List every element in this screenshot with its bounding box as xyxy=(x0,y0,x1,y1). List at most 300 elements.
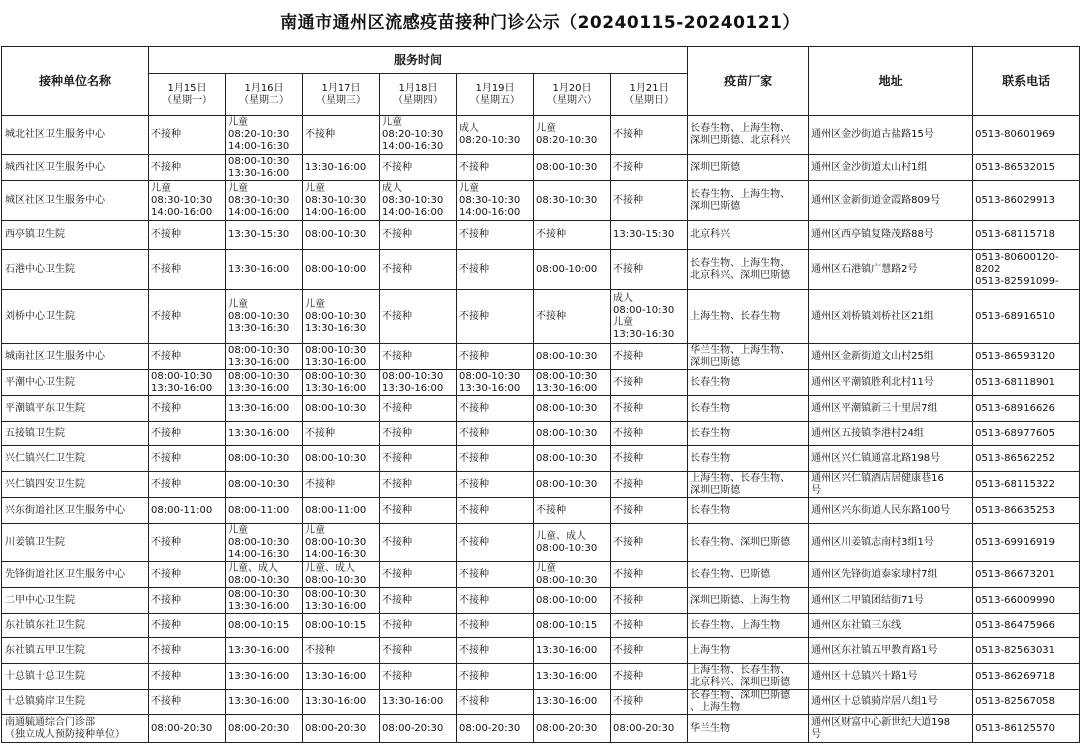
phone-cell xyxy=(973,562,1080,588)
schedule-cell xyxy=(611,446,688,472)
schedule-line: 13:30-16:00 xyxy=(228,263,290,275)
schedule-cell xyxy=(380,181,457,221)
address-line: 通州区西亭镇复隆茂路88号 xyxy=(811,229,934,240)
schedule-line: 08:00-20:30 xyxy=(613,722,675,734)
table-row xyxy=(2,562,1080,588)
schedule-line: 不接种 xyxy=(305,427,335,439)
schedule-cell xyxy=(149,588,226,614)
schedule-line: 08:00-10:30 xyxy=(305,370,367,382)
schedule-line: 08:20-10:30 xyxy=(459,135,521,146)
phone-cell xyxy=(973,290,1080,344)
address-cell xyxy=(809,116,973,155)
schedule-line: 14:00-16:00 xyxy=(382,206,444,218)
phone-cell xyxy=(973,396,1080,422)
schedule-line: 儿童 xyxy=(613,316,633,328)
schedule-line: 不接种 xyxy=(382,568,412,580)
header-day-date: 1月21日 xyxy=(629,82,669,94)
schedule-cell xyxy=(303,498,380,524)
unit-name-text: 西亭镇卫生院 xyxy=(5,229,65,240)
address-line: 通州区平潮镇新三十里居7组 xyxy=(811,402,938,414)
schedule-line: 不接种 xyxy=(613,350,643,362)
schedule-line: 不接种 xyxy=(613,478,643,490)
vendor-cell xyxy=(688,690,809,715)
address-cell xyxy=(809,155,973,181)
schedule-cell xyxy=(149,221,226,250)
address-line: 通州区金新街道文山村25组 xyxy=(811,350,934,362)
schedule-cell xyxy=(303,614,380,638)
header-day xyxy=(380,74,457,116)
address-line: 通州区东社镇三东线 xyxy=(811,619,902,631)
schedule-line: 不接种 xyxy=(459,452,489,464)
unit-name xyxy=(2,472,149,498)
vendor-line: 长春生物、深圳巴斯德 xyxy=(690,690,791,701)
schedule-line: 08:00-10:30 xyxy=(228,536,290,548)
unit-name xyxy=(2,396,149,422)
schedule-line: 08:00-10:30 xyxy=(536,161,598,173)
schedule-cell xyxy=(303,472,380,498)
vendor-line: 上海生物、长春生物、 xyxy=(690,664,791,676)
schedule-line: 13:30-16:00 xyxy=(305,382,367,394)
schedule-cell xyxy=(611,422,688,446)
phone-cell xyxy=(973,638,1080,664)
schedule-cell xyxy=(380,562,457,588)
schedule-cell xyxy=(149,396,226,422)
phone-cell xyxy=(973,614,1080,638)
schedule-cell xyxy=(611,562,688,588)
schedule-cell xyxy=(457,638,534,664)
schedule-line: 08:00-10:30 xyxy=(305,402,367,414)
vendor-line: 长春生物、上海生物 xyxy=(690,619,781,631)
address-line: 通州区金新街道金霞路809号 xyxy=(811,194,941,206)
schedule-line: 成人 xyxy=(459,123,479,134)
schedule-cell xyxy=(534,472,611,498)
table-row xyxy=(2,116,1080,155)
header-day-weekday: （星期三） xyxy=(316,94,366,106)
schedule-cell xyxy=(303,422,380,446)
schedule-line: 08:00-10:00 xyxy=(536,263,598,275)
schedule-line: 08:00-10:00 xyxy=(305,263,367,275)
schedule-line: 08:00-10:30 xyxy=(536,370,598,382)
schedule-cell xyxy=(226,588,303,614)
vendor-line: 长春生物、上海生物、 xyxy=(690,257,791,269)
schedule-cell xyxy=(457,221,534,250)
schedule-cell xyxy=(457,396,534,422)
schedule-cell xyxy=(303,116,380,155)
schedule-cell xyxy=(380,588,457,614)
schedule-cell xyxy=(534,715,611,743)
vendor-line: 华兰生物 xyxy=(690,722,731,734)
phone-line: 0513-86475966 xyxy=(975,619,1056,631)
unit-name-text: 东社镇东社卫生院 xyxy=(5,619,85,631)
schedule-line: 08:00-20:30 xyxy=(151,722,213,734)
vendor-cell xyxy=(688,181,809,221)
schedule-cell xyxy=(149,116,226,155)
schedule-line: 14:00-16:30 xyxy=(382,141,444,152)
schedule-cell xyxy=(226,396,303,422)
schedule-line: 08:00-11:00 xyxy=(151,504,213,516)
schedule-line: 13:30-16:00 xyxy=(305,356,367,368)
address-cell xyxy=(809,562,973,588)
schedule-line: 13:30-16:00 xyxy=(305,161,367,173)
schedule-line: 13:30-16:00 xyxy=(228,600,290,612)
schedule-line: 不接种 xyxy=(151,644,181,656)
address-line: 通州区五接镇李港村24组 xyxy=(811,427,924,439)
schedule-line: 08:00-10:30 xyxy=(536,452,598,464)
phone-cell xyxy=(973,498,1080,524)
schedule-line: 08:20-10:30 xyxy=(536,135,598,146)
unit-name xyxy=(2,250,149,290)
phone-line: 0513-86673201 xyxy=(975,568,1056,580)
schedule-line: 儿童、成人 xyxy=(228,562,278,574)
schedule-cell xyxy=(534,344,611,370)
schedule-cell xyxy=(380,370,457,396)
schedule-line: 08:00-10:30 xyxy=(536,574,598,586)
schedule-line: 08:00-10:30 xyxy=(228,452,290,464)
schedule-line: 儿童 xyxy=(305,524,325,536)
phone-line: 0513-86269718 xyxy=(975,670,1056,682)
schedule-line: 不接种 xyxy=(613,427,643,439)
schedule-line: 不接种 xyxy=(459,350,489,362)
schedule-cell xyxy=(534,250,611,290)
address-line: 通州区川姜镇志南村3组1号 xyxy=(811,536,934,548)
table-row xyxy=(2,221,1080,250)
vendor-cell xyxy=(688,472,809,498)
vendor-line: 长春生物 xyxy=(690,504,731,516)
unit-name-text: 城北社区卫生服务中心 xyxy=(5,129,105,140)
schedule-line: 13:30-16:30 xyxy=(613,328,675,340)
schedule-cell xyxy=(611,290,688,344)
schedule-cell xyxy=(226,690,303,715)
schedule-cell xyxy=(226,221,303,250)
schedule-cell xyxy=(457,614,534,638)
vendor-cell xyxy=(688,155,809,181)
vendor-line: 北京科兴、深圳巴斯德 xyxy=(690,676,791,688)
phone-line: 0513-80601969 xyxy=(975,129,1056,140)
table-row xyxy=(2,664,1080,690)
phone-line: 0513-80600120- xyxy=(975,251,1059,263)
unit-name-text: 五接镇卫生院 xyxy=(5,427,65,439)
schedule-cell xyxy=(534,588,611,614)
schedule-line: 08:00-20:30 xyxy=(459,722,521,734)
schedule-line: 不接种 xyxy=(459,478,489,490)
phone-line: 0513-86593120 xyxy=(975,350,1056,362)
schedule-line: 08:00-10:30 xyxy=(305,588,367,600)
header-day xyxy=(303,74,380,116)
schedule-line: 13:30-16:00 xyxy=(305,670,367,682)
vendor-cell xyxy=(688,422,809,446)
schedule-line: 儿童 xyxy=(228,117,248,128)
schedule-cell xyxy=(303,250,380,290)
phone-cell xyxy=(973,446,1080,472)
vendor-line: 长春生物、上海生物、 xyxy=(690,123,791,134)
schedule-line: 不接种 xyxy=(382,504,412,516)
schedule-line: 13:30-16:00 xyxy=(228,696,290,707)
unit-name xyxy=(2,181,149,221)
vendor-cell xyxy=(688,250,809,290)
unit-name-note: （独立成人预防接种单位） xyxy=(5,728,125,740)
schedule-line: 13:30-16:00 xyxy=(228,402,290,414)
vendor-cell xyxy=(688,562,809,588)
schedule-line: 不接种 xyxy=(382,594,412,606)
schedule-line: 不接种 xyxy=(382,161,412,173)
schedule-line: 不接种 xyxy=(613,594,643,606)
schedule-cell xyxy=(534,614,611,638)
vendor-line: 北京科兴、深圳巴斯德 xyxy=(690,269,791,281)
schedule-cell xyxy=(303,155,380,181)
phone-line: 0513-86125570 xyxy=(975,722,1056,734)
schedule-cell xyxy=(611,715,688,743)
schedule-line: 08:00-10:30 xyxy=(305,536,367,548)
schedule-cell xyxy=(226,562,303,588)
unit-name-text: 川姜镇卫生院 xyxy=(5,536,65,548)
header-day-weekday: （星期六） xyxy=(547,94,597,106)
address-cell xyxy=(809,588,973,614)
schedule-line: 08:00-10:30 xyxy=(228,478,290,490)
schedule-line: 不接种 xyxy=(151,670,181,682)
schedule-line: 14:00-16:00 xyxy=(305,206,367,218)
phone-cell xyxy=(973,715,1080,743)
schedule-line: 08:00-10:30 xyxy=(151,370,213,382)
schedule-line: 不接种 xyxy=(459,310,489,322)
table-row xyxy=(2,446,1080,472)
schedule-cell xyxy=(611,664,688,690)
unit-name xyxy=(2,370,149,396)
unit-name xyxy=(2,116,149,155)
schedule-cell xyxy=(303,715,380,743)
unit-name-text: 城区社区卫生服务中心 xyxy=(5,194,105,206)
phone-cell xyxy=(973,155,1080,181)
schedule-line: 不接种 xyxy=(382,478,412,490)
schedule-line: 08:00-10:30 xyxy=(228,344,290,356)
schedule-line: 不接种 xyxy=(151,229,181,240)
schedule-line: 08:00-10:30 xyxy=(536,402,598,414)
schedule-line: 不接种 xyxy=(613,194,643,206)
schedule-line: 08:00-11:00 xyxy=(228,504,290,516)
schedule-cell xyxy=(534,155,611,181)
schedule-line: 不接种 xyxy=(459,229,489,240)
schedule-cell xyxy=(226,250,303,290)
schedule-cell xyxy=(457,116,534,155)
unit-name xyxy=(2,221,149,250)
vendor-cell xyxy=(688,588,809,614)
schedule-line: 08:20-10:30 xyxy=(228,129,290,140)
schedule-line: 不接种 xyxy=(382,670,412,682)
header-day-date: 1月19日 xyxy=(475,82,515,94)
schedule-line: 13:30-16:00 xyxy=(382,382,444,394)
schedule-cell xyxy=(226,344,303,370)
address-line: 通州区先锋街道泰家埭村7组 xyxy=(811,568,938,580)
address-cell xyxy=(809,614,973,638)
vendor-cell xyxy=(688,344,809,370)
vendor-line: 长春生物、深圳巴斯德 xyxy=(690,536,791,548)
schedule-line: 08:00-10:30 xyxy=(536,427,598,439)
address-cell xyxy=(809,715,973,743)
header-day-weekday: （星期五） xyxy=(470,94,520,106)
schedule-line: 儿童 xyxy=(228,524,248,536)
schedule-cell xyxy=(149,422,226,446)
schedule-line: 不接种 xyxy=(151,263,181,275)
table-row xyxy=(2,715,1080,743)
schedule-line: 不接种 xyxy=(382,644,412,656)
schedule-line: 13:30-16:00 xyxy=(228,670,290,682)
schedule-line: 不接种 xyxy=(151,568,181,580)
schedule-cell xyxy=(611,690,688,715)
schedule-cell xyxy=(149,290,226,344)
schedule-line: 08:00-10:15 xyxy=(536,619,598,631)
schedule-cell xyxy=(457,690,534,715)
header-day-date: 1月16日 xyxy=(244,82,284,94)
schedule-line: 08:30-10:30 xyxy=(536,194,598,206)
schedule-cell xyxy=(149,370,226,396)
table-row xyxy=(2,498,1080,524)
address-line: 通州区二甲镇团结街71号 xyxy=(811,594,924,606)
schedule-line: 13:30-15:30 xyxy=(228,229,290,240)
vendor-line: 长春生物、上海生物、 xyxy=(690,188,791,200)
schedule-cell xyxy=(303,638,380,664)
vendor-line: 深圳巴斯德 xyxy=(690,200,741,212)
schedule-line: 不接种 xyxy=(151,310,181,322)
schedule-cell xyxy=(611,155,688,181)
schedule-line: 儿童 xyxy=(459,182,479,194)
schedule-line: 成人 xyxy=(382,182,402,194)
vendor-line: 长春生物 xyxy=(690,376,731,388)
vendor-line: 深圳巴斯德 xyxy=(690,484,741,496)
schedule-cell xyxy=(611,614,688,638)
schedule-line: 不接种 xyxy=(382,536,412,548)
schedule-cell xyxy=(534,370,611,396)
schedule-line: 不接种 xyxy=(382,350,412,362)
header-vendor: 疫苗厂家 xyxy=(688,47,809,116)
schedule-cell xyxy=(380,472,457,498)
schedule-cell xyxy=(380,290,457,344)
schedule-cell xyxy=(303,562,380,588)
schedule-line: 08:00-10:30 xyxy=(228,574,290,586)
schedule-cell xyxy=(149,562,226,588)
address-line: 通州区十总镇兴十路1号 xyxy=(811,670,918,682)
header-unit: 接种单位名称 xyxy=(2,47,149,116)
phone-line: 0513-68115718 xyxy=(975,229,1056,240)
schedule-line: 08:00-20:30 xyxy=(382,722,444,734)
schedule-cell xyxy=(303,221,380,250)
unit-name-text: 兴东街道社区卫生服务中心 xyxy=(5,504,125,516)
schedule-cell xyxy=(457,344,534,370)
vendor-line: 深圳巴斯德 xyxy=(690,161,741,173)
header-day-date: 1月15日 xyxy=(167,82,207,94)
schedule-line: 不接种 xyxy=(613,504,643,516)
unit-name xyxy=(2,588,149,614)
vendor-cell xyxy=(688,524,809,562)
unit-name xyxy=(2,664,149,690)
vendor-line: 上海生物 xyxy=(690,644,731,656)
unit-name-text: 二甲中心卫生院 xyxy=(5,594,75,606)
header-service-time: 服务时间 xyxy=(149,47,688,74)
schedule-cell xyxy=(380,638,457,664)
schedule-cell xyxy=(611,181,688,221)
vendor-line: 长春生物 xyxy=(690,402,731,414)
schedule-cell xyxy=(149,472,226,498)
phone-line: 0513-68977605 xyxy=(975,427,1056,439)
schedule-line: 不接种 xyxy=(613,536,643,548)
address-cell xyxy=(809,664,973,690)
schedule-cell xyxy=(226,472,303,498)
schedule-line: 不接种 xyxy=(151,161,181,173)
schedule-cell xyxy=(457,250,534,290)
schedule-line: 不接种 xyxy=(151,402,181,414)
phone-line: 8202 xyxy=(975,263,1001,275)
schedule-line: 14:00-16:30 xyxy=(228,141,290,152)
unit-name-text: 南通毓通综合门诊部 xyxy=(5,716,95,728)
address-cell xyxy=(809,690,973,715)
schedule-line: 08:30-10:30 xyxy=(151,194,213,206)
schedule-cell xyxy=(380,498,457,524)
schedule-cell xyxy=(226,422,303,446)
vendor-cell xyxy=(688,664,809,690)
vendor-line: 北京科兴 xyxy=(690,229,731,240)
schedule-line: 08:00-10:30 xyxy=(536,478,598,490)
schedule-cell xyxy=(380,250,457,290)
schedule-line: 不接种 xyxy=(382,427,412,439)
schedule-cell xyxy=(380,221,457,250)
unit-name xyxy=(2,344,149,370)
schedule-cell xyxy=(534,446,611,472)
vendor-line: 、上海生物 xyxy=(690,702,741,713)
schedule-cell xyxy=(611,588,688,614)
schedule-cell xyxy=(380,422,457,446)
unit-name-text: 先锋街道社区卫生服务中心 xyxy=(5,568,125,580)
schedule-cell xyxy=(611,116,688,155)
vendor-line: 上海生物、长春生物 xyxy=(690,310,781,322)
schedule-cell xyxy=(457,498,534,524)
vendor-cell xyxy=(688,116,809,155)
phone-line: 0513-68118901 xyxy=(975,376,1056,388)
table-row xyxy=(2,588,1080,614)
schedule-cell xyxy=(611,344,688,370)
schedule-line: 13:30-15:30 xyxy=(613,229,675,240)
address-cell xyxy=(809,370,973,396)
schedule-line: 不接种 xyxy=(613,161,643,173)
schedule-cell xyxy=(303,446,380,472)
schedule-cell xyxy=(226,524,303,562)
table-row xyxy=(2,638,1080,664)
unit-name xyxy=(2,614,149,638)
schedule-line: 13:30-16:00 xyxy=(228,427,290,439)
schedule-cell xyxy=(226,638,303,664)
schedule-line: 儿童、成人 xyxy=(536,530,586,542)
schedule-line: 不接种 xyxy=(459,536,489,548)
table-row xyxy=(2,396,1080,422)
schedule-cell xyxy=(611,396,688,422)
schedule-line: 不接种 xyxy=(459,696,489,707)
schedule-cell xyxy=(226,290,303,344)
schedule-cell xyxy=(149,446,226,472)
table-row xyxy=(2,524,1080,562)
schedule-line: 儿童 xyxy=(228,182,248,194)
schedule-line: 08:00-11:00 xyxy=(305,504,367,516)
phone-line: 0513-86532015 xyxy=(975,161,1056,173)
address-line: 通州区兴仁镇酒店居健康巷16 xyxy=(811,472,944,484)
schedule-line: 13:30-16:00 xyxy=(536,382,598,394)
phone-line: 0513-69916919 xyxy=(975,536,1056,548)
schedule-cell xyxy=(457,664,534,690)
schedule-cell xyxy=(149,498,226,524)
schedule-line: 08:20-10:30 xyxy=(382,129,444,140)
phone-cell xyxy=(973,690,1080,715)
schedule-cell xyxy=(534,638,611,664)
address-cell xyxy=(809,250,973,290)
schedule-line: 08:00-10:15 xyxy=(305,619,367,631)
schedule-cell xyxy=(457,446,534,472)
header-phone: 联系电话 xyxy=(973,47,1080,116)
